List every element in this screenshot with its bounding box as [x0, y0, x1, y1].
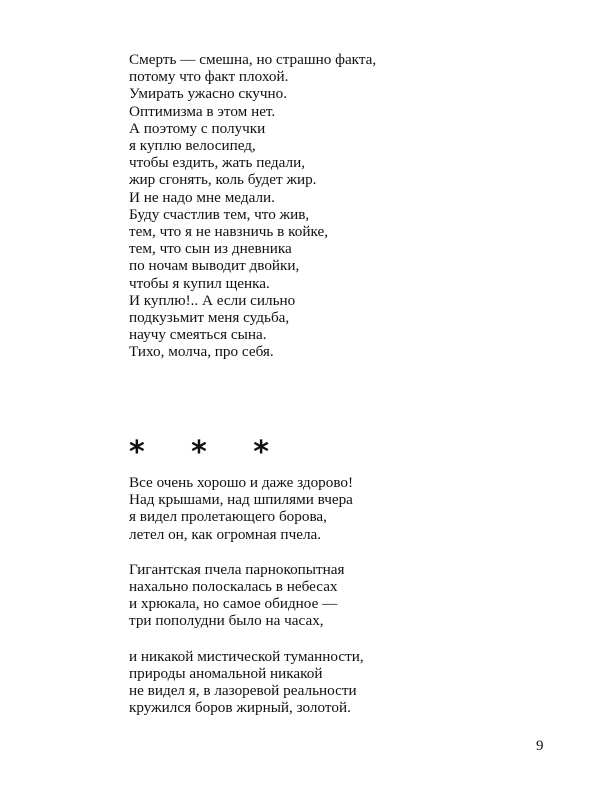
poem-line: научу смеяться сына. — [129, 326, 267, 344]
poem-line: и хрюкала, но самое обидное — — [129, 595, 338, 613]
poem-line: нахально полоскалась в небесах — [129, 578, 338, 596]
poem-line: Смерть — смешна, но страшно факта, — [129, 51, 377, 68]
poem-line: природы аномальной никакой — [129, 664, 323, 682]
poem-line: Буду счастлив тем, что жив, — [129, 205, 310, 223]
poem-first — [129, 51, 376, 361]
poem-line: чтобы ездить, жать педали, — [129, 154, 306, 172]
poem-line: жир сгонять, коль будет жир. — [129, 171, 317, 189]
stanza — [129, 648, 364, 717]
poem-line: кружился боров жирный, золотой. — [129, 699, 351, 717]
poem-line: я видел пролетающего борова, — [129, 508, 327, 526]
poem-line: И не надо мне медали. — [129, 188, 275, 206]
stanza-gap — [129, 543, 364, 561]
poem-line: Умирать ужасно скучно. — [129, 85, 287, 103]
poem-line: Над крышами, над шпилями вчера — [129, 491, 353, 509]
poem-line: по ночам выводит двойки, — [129, 257, 300, 275]
poem-line: тем, что я не навзничь в койке, — [129, 223, 328, 241]
poem-line: чтобы я купил щенка. — [129, 274, 270, 292]
poem-line: потому что факт плохой. — [129, 68, 289, 86]
poem-line: Тихо, молча, про себя. — [129, 343, 274, 361]
poem-line: И куплю!.. А если сильно — [129, 291, 296, 309]
poem-line: три пополудни было на часах, — [129, 612, 324, 630]
stanza-gap — [129, 630, 364, 648]
stanza — [129, 561, 364, 630]
poem-line: Все очень хорошо и даже здорово! — [129, 474, 354, 491]
poem-line: не видел я, в лазоревой реальности — [129, 682, 357, 700]
poem-line: Оптимизма в этом нет. — [129, 102, 276, 120]
section-separator: * * * — [129, 435, 287, 470]
page-number: 9 — [536, 738, 544, 754]
stanza — [129, 474, 364, 543]
poem-line: тем, что сын из дневника — [129, 240, 292, 258]
poem-line: А поэтому с получки — [129, 119, 266, 137]
poem-line: подкузьмит меня судьба, — [129, 309, 290, 327]
poem-second — [129, 474, 364, 716]
poem-line: я куплю велосипед, — [129, 137, 256, 155]
poem-line: летел он, как огромная пчела. — [129, 525, 322, 543]
poem-line: и никакой мистической туманности, — [129, 647, 364, 665]
poem-line: Гигантская пчела парнокопытная — [129, 560, 345, 578]
